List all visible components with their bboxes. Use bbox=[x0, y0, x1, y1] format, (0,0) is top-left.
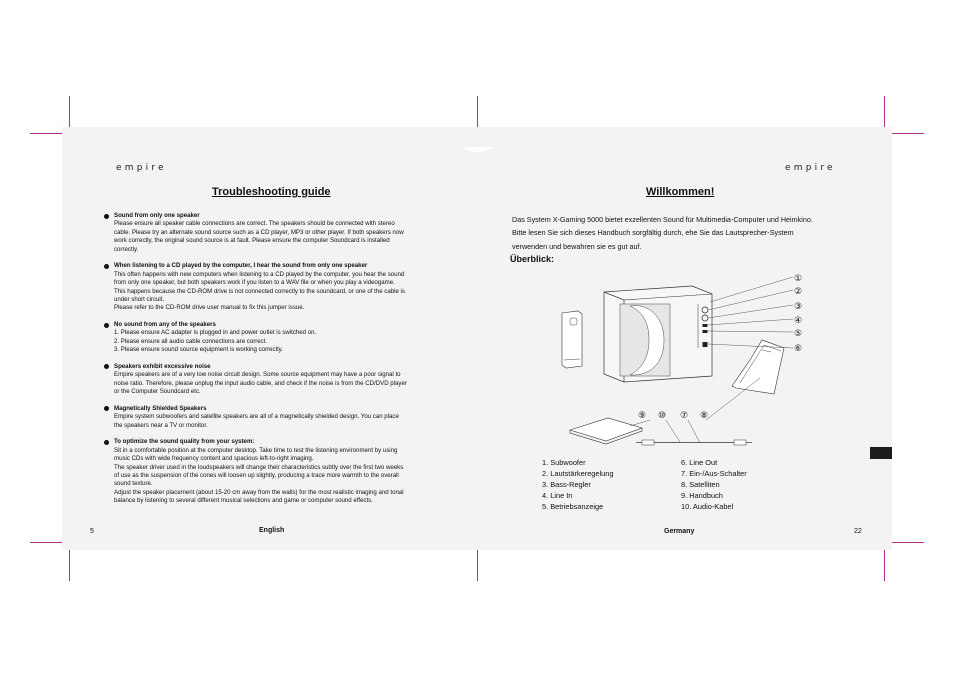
callout-number: ② bbox=[794, 287, 803, 297]
intro-line: verwenden und bewahren sie es gut auf. bbox=[512, 241, 642, 251]
manual-illustration bbox=[570, 418, 642, 444]
item-text: under short circuit. bbox=[114, 295, 165, 303]
item-text: This happens because the CD-ROM drive is not connected correctly to the soundcard, or one of the cable is bbox=[114, 287, 405, 295]
callout-number: ① bbox=[794, 274, 803, 284]
callout-number: ③ bbox=[794, 302, 803, 312]
footer-language: Germany bbox=[664, 528, 695, 535]
crop-mark bbox=[30, 133, 64, 134]
item-text: 1. Please ensure AC adapter is plugged in and power outlet is switched on. bbox=[114, 329, 317, 337]
page-number: 22 bbox=[854, 528, 862, 535]
parts-legend-left bbox=[542, 457, 614, 512]
item-text: Please refer to the CD-ROM drive user manual to fix this jumper issue. bbox=[114, 304, 305, 312]
subwoofer-illustration bbox=[604, 286, 712, 382]
item-heading: Sound from only one speaker bbox=[114, 212, 200, 219]
intro-line: Bitte lesen Sie sich dieses Handbuch sorgfältig durch, ehe Sie das Lautsprecher-System bbox=[512, 228, 794, 238]
item-text: The speaker driver used in the loudspeakers will change their characteristics subtly over the first two weeks bbox=[114, 463, 404, 471]
legend-item: 1. Subwoofer bbox=[542, 458, 586, 467]
bullet-icon bbox=[104, 214, 109, 219]
troubleshooting-item bbox=[104, 438, 444, 505]
crop-mark bbox=[30, 542, 64, 543]
legend-item: 10. Audio-Kabel bbox=[681, 502, 734, 511]
item-heading: When listening to a CD played by the computer, I hear the sound from only one speaker bbox=[114, 262, 368, 270]
legend-item: 6. Line Out bbox=[681, 458, 718, 467]
bullet-icon bbox=[104, 323, 109, 328]
page-title: Troubleshooting guide bbox=[212, 186, 331, 198]
item-text: Please ensure all speaker cable connections are correct. The speakers should be connected with stereo bbox=[114, 220, 395, 228]
item-text: balance by listening to several different musical selections and game or computer sound effects. bbox=[114, 497, 373, 505]
footer-language: English bbox=[259, 527, 285, 534]
troubleshooting-item bbox=[104, 262, 444, 312]
item-text: Empire speakers are of a very low noise circuit design. Some source equipment may have a poor signal to bbox=[114, 371, 401, 379]
audio-cable-illustration bbox=[636, 440, 752, 445]
item-text: the speakers near a TV or monitor. bbox=[114, 421, 208, 429]
item-heading: To optimize the sound quality from your system: bbox=[114, 438, 255, 446]
item-text: work correctly, the original sound source is at fault. Please ensure the computer Soundcard is installed bbox=[114, 237, 390, 245]
item-text: Adjust the speaker placement (about 15-20 cm away from the walls) for the most realistic imaging and tonal bbox=[114, 488, 404, 496]
crop-mark bbox=[890, 542, 924, 543]
item-text: 2. Please ensure all audio cable connections are correct. bbox=[114, 337, 268, 345]
legend-item: 4. Line In bbox=[542, 491, 573, 500]
item-text: noise ratio. Therefore, please unplug the input audio cable, and check if the noise is from the CD/DVD player bbox=[114, 379, 407, 387]
item-text: This often happens with new computers when listening to a CD played by the computer, you hear the sound bbox=[114, 270, 405, 278]
legend-item: 5. Betriebsanzeige bbox=[542, 502, 604, 511]
legend-item: 3. Bass-Regler bbox=[542, 480, 591, 489]
page-tab bbox=[870, 447, 892, 459]
parts-legend-right bbox=[681, 457, 747, 512]
callout-number: ⑧ bbox=[700, 411, 709, 421]
callout-number: ⑤ bbox=[794, 329, 803, 339]
item-text: 3. Please ensure sound source equipment is working correctly. bbox=[114, 346, 283, 354]
legend-item: 2. Lautstärkeregelung bbox=[542, 469, 614, 478]
item-text: cable. Please try an alternate sound source such as a CD player, MP3 or other player. If both speakers now bbox=[114, 228, 404, 236]
legend-item: 9. Handbuch bbox=[681, 491, 723, 500]
bullet-icon bbox=[104, 440, 109, 445]
item-text: of use as the suspension of the cones will loosen up slightly, producing a trace more warmth to the overall bbox=[114, 472, 399, 480]
satellite-speaker-illustration bbox=[562, 311, 582, 368]
item-text: correctly. bbox=[114, 245, 139, 253]
crop-mark bbox=[69, 545, 70, 581]
troubleshooting-item bbox=[104, 405, 444, 430]
satellite-speaker-illustration bbox=[732, 340, 784, 394]
item-text: music CDs with wide frequency content and spacious left-to-right imaging. bbox=[114, 455, 314, 463]
intro-line: Das System X-Gaming 5000 bietet exzellenten Sound für Multimedia-Computer und Heimkino. bbox=[512, 215, 813, 224]
page-number: 5 bbox=[90, 528, 94, 535]
crop-mark bbox=[477, 545, 478, 581]
callout-number: ⑩ bbox=[658, 411, 667, 421]
legend-item: 8. Satelliten bbox=[681, 480, 720, 489]
bullet-icon bbox=[104, 264, 109, 269]
item-heading: No sound from any of the speakers bbox=[114, 321, 216, 329]
callout-number: ⑥ bbox=[794, 344, 803, 354]
product-diagram bbox=[550, 268, 840, 458]
intro-paragraph bbox=[512, 213, 857, 253]
crop-mark bbox=[884, 545, 885, 581]
callout-number: ⑦ bbox=[680, 411, 689, 421]
item-text: Sit in a comfortable position at the computer desktop. Take time to test the listening environment by using bbox=[114, 446, 398, 454]
bullet-icon bbox=[104, 406, 109, 411]
troubleshooting-item bbox=[104, 212, 444, 254]
troubleshooting-list bbox=[104, 212, 444, 514]
empire-logo: empire bbox=[785, 163, 836, 173]
item-text: sound texture. bbox=[114, 480, 153, 488]
item-heading: Speakers exhibit excessive noise bbox=[114, 362, 211, 370]
callout-number: ④ bbox=[794, 316, 803, 326]
item-text: or the Computer Soundcard etc. bbox=[114, 388, 201, 396]
bullet-icon bbox=[104, 364, 109, 369]
page-title: Willkommen! bbox=[646, 186, 715, 198]
legend-item: 7. Ein-/Aus-Schalter bbox=[681, 469, 747, 478]
crop-mark bbox=[890, 133, 924, 134]
overview-heading: Überblick: bbox=[510, 254, 555, 264]
troubleshooting-item bbox=[104, 363, 444, 397]
item-heading: Magnetically Shielded Speakers bbox=[114, 404, 207, 412]
empire-logo: empire bbox=[116, 163, 167, 173]
troubleshooting-item bbox=[104, 321, 444, 355]
callout-number: ⑨ bbox=[638, 411, 647, 421]
item-text: from only one speaker, but both speakers work if you listen to a WAV file or when you play a videogame. bbox=[114, 279, 395, 287]
item-text: Empire system subwoofers and satellite speakers are all of a magnetically shielded design. You can place bbox=[114, 413, 399, 421]
